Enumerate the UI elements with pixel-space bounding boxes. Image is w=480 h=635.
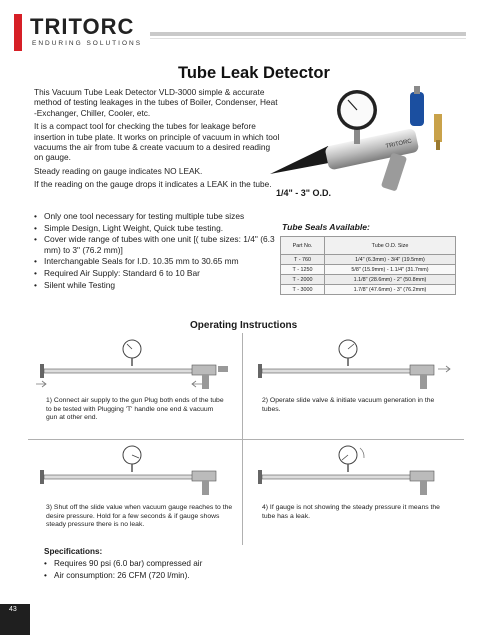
brand-logo: [14, 14, 147, 51]
table-row: [281, 255, 456, 265]
table-header-cell: Tube O.D. Size: [325, 237, 456, 255]
intro-text: [34, 87, 280, 193]
step3-diagram: [32, 444, 236, 500]
table-cell: T - 2000: [281, 275, 325, 285]
feature-item: • Silent while Testing: [34, 280, 278, 291]
table-row: [281, 265, 456, 275]
logo-tagline: ENDURING SOLUTIONS: [32, 40, 143, 47]
intro-paragraph: It is a compact tool for checking the tubes for leakage before insertion in tube plate. It works on principle of vacuum in which tool vacuums the air from tube & create vacuum to a desired reading on gauge.: [34, 121, 280, 163]
step-4-text: 4) If gauge is not showing the steady pressure it means the tube has a leak.: [262, 504, 440, 520]
intro-paragraph: This Vacuum Tube Leak Detector VLD-3000 simple & accurate method of testing leakages in the tubes of Boiler, Condenser, Heat -Exchanger, Chiller, Cooler, etc.: [34, 87, 278, 118]
page-number: 43: [9, 606, 17, 613]
size-range-label: 1/4" - 3" O.D.: [276, 188, 332, 198]
table-cell: T - 760: [281, 255, 325, 265]
table-cell: 5/8" (15.9mm) - 1.1/4" (31.7mm): [325, 265, 456, 275]
intro-paragraph: If the reading on the gauge drops it indicates a LEAK in the tube.: [34, 179, 272, 190]
table-cell: T - 1250: [281, 265, 325, 275]
table-cell: 1.1/8" (28.6mm) - 2" (50.8mm): [325, 275, 456, 285]
intro-paragraph: Steady reading on gauge indicates NO LEAK.: [34, 165, 203, 176]
feature-item: • Only one tool necessary for testing multiple tube sizes: [34, 211, 278, 222]
svg-text:TRITORC: TRITORC: [385, 138, 413, 150]
feature-item: • Interchangable Seals for I.D. 10.35 mm to 30.65 mm: [34, 256, 278, 267]
table-row: [281, 275, 456, 285]
feature-list: [34, 211, 278, 291]
step-2-text: 2) Operate slide valve & initiate vacuum generation in the tubes.: [262, 397, 435, 413]
logo-red-bar: [14, 14, 22, 51]
page-title: Tube Leak Detector: [178, 64, 330, 82]
table-header-row: [281, 237, 456, 255]
spec-item: • Air consumption: 26 CFM (720 l/min).: [44, 570, 202, 582]
step-3-text: 3) Shut off the slide value when vacuum gauge reaches to the desire pressure. Hold for a few seconds & if gauge shows steady pressure there is no leak.: [46, 504, 233, 528]
table-cell: 1/4" (6.3mm) - 3/4" (19.5mm): [325, 255, 456, 265]
specifications-title: Specifications:: [44, 547, 103, 556]
operating-title: Operating Instructions: [190, 320, 298, 331]
seals-title: Tube Seals Available:: [282, 222, 370, 232]
logo-wordmark: TRITORC: [30, 14, 135, 39]
grid-divider-vertical: [242, 333, 243, 545]
feature-item: • Simple Design, Light Weight, Quick tube testing.: [34, 223, 278, 234]
header-rule: [150, 32, 466, 36]
spec-item: • Requires 90 psi (6.0 bar) compressed air: [44, 558, 202, 570]
feature-item: • Required Air Supply: Standard 6 to 10 Bar: [34, 268, 278, 279]
grid-divider-horizontal: [28, 439, 464, 440]
table-row: [281, 285, 456, 295]
table-header-cell: Part No.: [281, 237, 325, 255]
table-cell: 1.7/8" (47.6mm) - 3" (76.2mm): [325, 285, 456, 295]
step2-diagram: [250, 338, 458, 394]
step4-diagram: [250, 444, 458, 500]
seals-table: [280, 236, 456, 295]
feature-item: • Cover wide range of tubes with one unit [( tube sizes: 1/4" (6.3 mm) to 3" (76.2 mm)]: [34, 234, 278, 255]
vacuum-gun-image: [268, 84, 468, 196]
specifications-list: [44, 558, 202, 582]
step1-diagram: [32, 338, 236, 394]
step-1-text: 1) Connect air supply to the gun Plug both ends of the tube to be tested with Plugging 'T' handle one end & vacuum gun at other end.: [46, 397, 224, 421]
header-rule-thin: [150, 38, 466, 39]
table-cell: T - 3000: [281, 285, 325, 295]
